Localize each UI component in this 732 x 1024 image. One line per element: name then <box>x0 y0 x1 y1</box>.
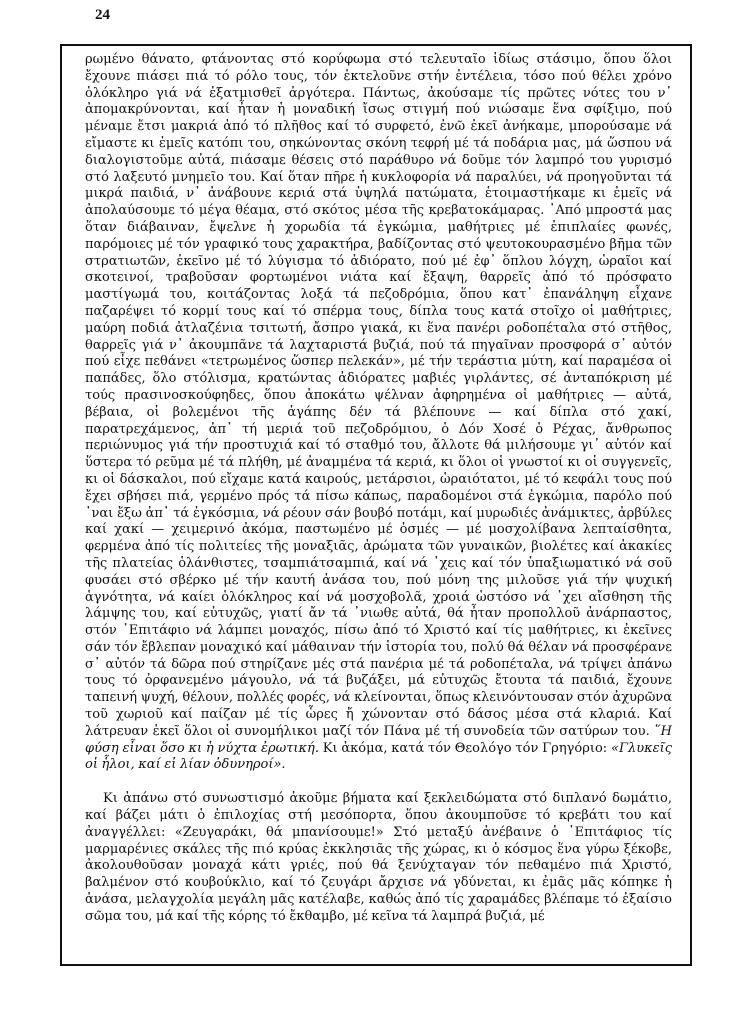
page-number: 24 <box>95 7 110 23</box>
main-text <box>85 52 672 926</box>
paragraph-1-text: ρωμένο θάνατο, φτάνοντας στό κορύφωμα στό τελευταῖο ἰδίως στάσιμο, ὅπου ὅλοι ἔχουνε πιάσει πιά τό ρόλο τους, τόν ἐκτελοῦνε στήν ἐντέλεια, τόσο πού θέλει χρόνο ὁλόκληρο γιά νά ἐξατμισθεῖ ἀργότερα. Πάντως, ἀκούσαμε τίς πρῶτες νότες του ν᾿ ἀπομακρύνονται, καί ἦταν ἡ μοναδική ἴσως στιγμή πού νιώσαμε ἕνα σφίξιμο, πού μέναμε ἔτσι μακριά ἀπό τό πλῆθος καί τό συρφετό, ἐνῶ ἐκεῖ ἀνήκαμε, μπορούσαμε νά εἴμαστε κι ἐμεῖς κατόπι του, σηκώνοντας σκόνη τεφρή μέ τά ποδάρια μας, μά ὥσπου νά διαλογιστοῦμε αὐτά, πιάσαμε θέσεις στό παράθυρο νά δοῦμε τόν λαμπρό του γυρισμό στό λαξευτό μνημεῖο του. Καί ὅταν πῆρε ἡ κυκλοφορία νά παραλύει, νά προηγοῦνται τά μικρά παιδιά, ν᾿ ἀνάβουνε κεριά στά ὑψηλά πατώματα, ἑτοιμαστήκαμε κι ἐμεῖς νά ἀπολαύσουμε τό μέγα θέαμα, στό σκότος μέσα τῆς κρεβατοκάμαρας. ᾿Από μπροστά μας ὅταν διάβαιναν, ἔψελνε ἡ χορωδία τά ἐγκώμια, μαθήτριες μέ ἐπιπλαίες φωνές, παρόμοιες μέ τόν γραφικό τους χαρακτήρα, βαδίζοντας στό ψευτοκουρασμένο βῆμα τῶν στρατιωτῶν, ἐκεῖνο μέ τό λύγισμα τό ἀδιόρατο, πού μέ ἐφ᾿ ὅπλου λόγχη, ὡραῖοι καί σκοτεινοί, τραβοῦσαν φορτωμένοι νιάτα καί ἔξαψη, θαρρεῖς ἀπό τό πρόσφατο μαστίγωμά του, κοιτάζοντας λοξά τά πεζοδρόμια, ὅπου κατ᾿ ἐπανάληψη εἶχανε παζαρέψει τό κορμί τους καί τό σπέρμα τους, δίπλα τους κατά στοῖχο οἱ μαθήτριες, μαύρη ποδιά ἀτλαζένια τσιτωτή, ἄσπρο γιακά, κι ἕνα πανέρι ροδοπέταλα στό στῆθος, θαρρεῖς γιά ν᾿ ἀκουμπᾶνε τά λαχταριστά βυζιά, πού τά πηγαῖναν προσφορά σ᾿ αὐτόν πού εἶχε πεθάνει «τετρωμένος ὥσπερ πελεκάν», μέ τήν τεράστια μύτη, καί παραμέσα οἱ παπάδες, ὅλο στόλισμα, κρατώντας ἀδιόρατες μαβιές γιρλάντες, σέ ἀνταπόκριση μέ τούς πρασινοσκούφηδες, ὅπου ἀποκάτω ψέλναν ἀφηρημένα οἱ μαθήτριες — αὐτά, βέβαια, οἱ βολεμένοι τῆς ἀγάπης δέν τά βλέπουνε — καί δίπλα στό χακί, παρατρεχάμενος, ἀπ᾿ τή μεριά τοῦ πεζοδρόμιου, ὁ Δόν Χοσέ ὁ Ρέχας, ἄνθρωπος περιώνυμος γιά τήν προστυχιά καί τό σταθμό του, ἄλλοτε θά μιλήσουμε γι᾿ αὐτόν καί ὕστερα τό ρεῦμα μέ τά πλήθη, μέ ἀναμμένα τά κεριά, κι ὅλοι οἱ γνωστοί κι οἱ συγγενεῖς, κι οἱ δάσκαλοι, πού εἴχαμε κατά καιρούς, μετάρσιοι, ὡραιότατοι, μέ τό κεφάλι τους πού ἔχει σβήσει πιά, γερμένο πρός τά πίσω κάπως, παραδομένοι στά ἐγκώμια, παρόλο πού ᾿ναι ἔξω ἀπ᾿ τά ἐγκόσμια, νά ρέουν σάν βουβό ποτάμι, καί μυρωδιές ἀνάμικτες, ἀρβύλες καί χακί — χειμερινό ἀκόμα, παστωμένο μέ ὀσμές — μέ μοσχολίβανα λεπταίσθητα, φερμένα ἀπό τίς πολιτείες τῆς μοναξιᾶς, ἀρώματα τῶν γυναικῶν, βιολέτες καί ἀκακίες τῆς πλατείας ὁλάνθιστες, τσαμπιάτσαμπιά, καί νά ᾿χεις καί τόν ὑπαξιωματικό νά σοῦ φυσάει στό σβέρκο μέ τήν καυτή ἀνάσα του, πού μόνη της μιλοῦσε γιά τήν ψυχική ἁγνότητα, νά καίει ὁλόκληρος καί νά μοσχοβολᾶ, χροιά ὡστόσο νά ᾿χει αἴσθηση τῆς λάμψης του, καί εὐτυχῶς, γιατί ἄν τά ᾿νιωθε αὐτά, θά ἦταν προπολλοῦ ἀνάρπαστος, στόν ᾿Επιτάφιο νά λάμπει μοναχός, πίσω ἀπό τό Χριστό καί τίς μαθήτριες, κι ἐκεῖνες σάν τόν ἔβλεπαν μοναχικό καί μάθαιναν τήν ἱστορία του, πολύ θά θέλαν νά προσφέρανε σ᾿ αὐτόν τά δῶρα πού στηρίζανε μές στά πανέρια μέ τά ροδοπέταλα, νά τρίψει ἀπάνω τους τό ὀρφανεμένο μάγουλο, νά τά βυζάξει, μά εὐτυχῶς ἔτουτα τά παιδιά, ἔχουνε ταπεινή ψυχή, θέλουν, πολλές φορές, νά κλείνονται, ὅπως κλεινόντουσαν στόν ἀχυρῶνα τοῦ χωριοῦ καί παίζαν μέ τίς ὧρες ἤ χώνονταν στό δάσος μέσα στά κλαριά. Καί λάτρευαν ἐκεῖ ὅλοι οἱ συνομήλικοι μαζί τόν Πάνα μέ τή συνοδεία τῶν σατύρων του. <box>85 52 672 739</box>
paragraph-2: Κι ἀπάνω στό συνωστισμό ἀκοῦμε βήματα καί ξεκλειδώματα στό διπλανό δωμάτιο, καί βάζει μάτι ὁ ἐπιλοχίας στή μεσόπορτα, ὅπου ἀκουμποῦσε τό κρεβάτι του καί ἀναγγέλλει: «Ζευγαράκι, θά μπανίσουμε!» Στό μεταξύ ἀνέβαινε ὁ ᾿Επιτάφιος τίς μαρμαρένιες σκάλες τῆς πιό κρύας ἐκκλησιᾶς τῆς χώρας, κι ὁ κόσμος ἕνα γύρω ξέκοβε, ἀκολουθοῦσαν μοναχά κάτι γριές, πού θά ξενύχταγαν τόν πεθαμένο πιά Χριστό, βαλμένον στό κουβούκλιο, καί τό ζευγάρι ἄρχισε νά γδύνεται, κι ἐμᾶς μᾶς κόπηκε ἡ ἀνάσα, μελαγχολία μεγάλη μᾶς κατέλαβε, καθώς ἀπό τίς χαραμάδες βλέπαμε τό ἐξαίσιο σῶμα του, μά καί τῆς κόρης τό ἔκθαμβο, μέ κεῖνα τά λαμπρά βυζιά, μέ <box>85 791 672 924</box>
paragraph-1 <box>85 52 672 774</box>
italic-quote-2: «Γλυκεῖς οἱ ἧλοι, καί εἰ λίαν ὀδυνηροί». <box>85 740 672 773</box>
italic-quote: ῞Η φύση εἶναι ὅσο κι ἡ νύχτα ἐρωτική. <box>85 723 672 756</box>
paragraph-1-continuation: Κι ἀκόμα, κατά τόν Θεολόγο τόν Γρηγόριο: <box>322 740 608 756</box>
